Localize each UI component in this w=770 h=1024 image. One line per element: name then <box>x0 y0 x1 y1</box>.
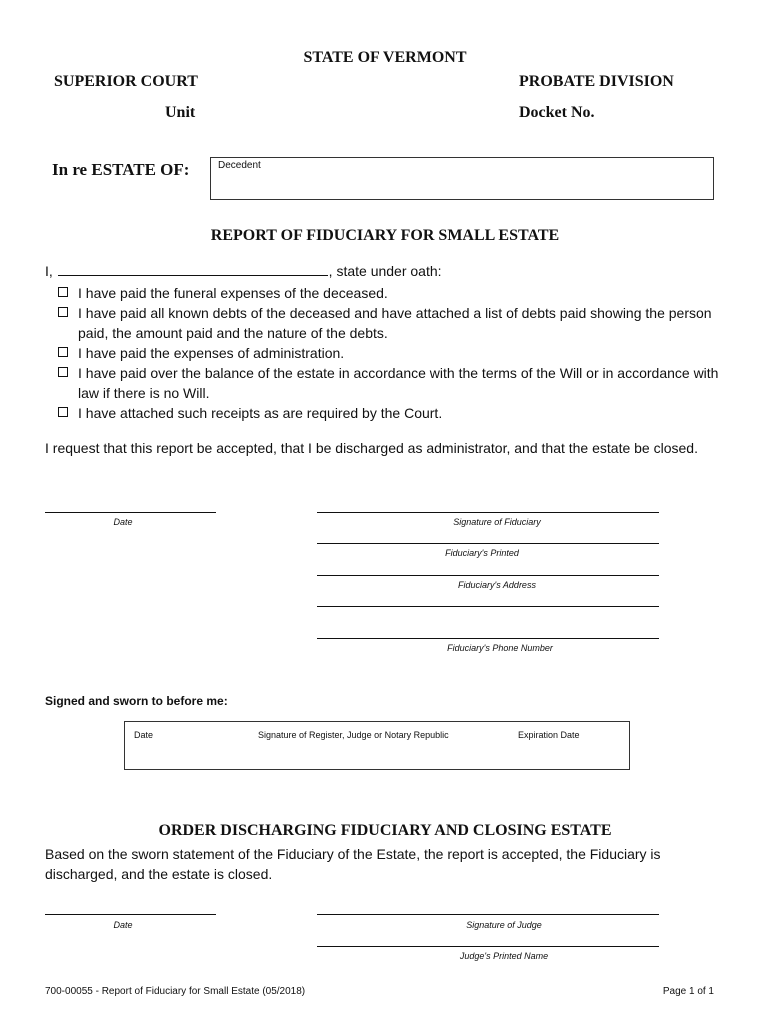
judge-signature-caption: Signature of Judge <box>466 920 542 930</box>
form-number: 700-00055 - Report of Fiduciary for Small Estate (05/2018) <box>45 986 306 997</box>
fiduciary-address-caption: Fiduciary's Address <box>458 580 536 590</box>
request-statement: I request that this report be accepted, that I be discharged as administrator, and that the estate be closed. <box>45 440 698 456</box>
oath-suffix: , state under oath: <box>328 263 442 279</box>
sworn-heading: Signed and sworn to before me: <box>45 694 228 708</box>
fiduciary-name-field[interactable] <box>58 263 328 276</box>
order-title: ORDER DISCHARGING FIDUCIARY AND CLOSING ESTATE <box>158 822 612 839</box>
order-date-caption: Date <box>113 920 133 930</box>
checkbox[interactable] <box>58 347 68 357</box>
checklist-text: I have paid over the balance of the estate in accordance with the terms of the Will or in accordance with law if there is no Will. <box>78 365 719 401</box>
fiduciary-signature-line[interactable] <box>317 512 659 513</box>
fiduciary-printed-line[interactable] <box>317 543 659 544</box>
order-text: Based on the sworn statement of the Fiduciary of the Estate, the report is accepted, the Fiduciary is discharged, and the estate is closed. <box>45 846 661 882</box>
oath-prefix: I, <box>45 263 53 279</box>
fiduciary-phone-caption: Fiduciary's Phone Number <box>447 643 553 653</box>
checklist-item <box>58 303 728 343</box>
report-title: REPORT OF FIDUCIARY FOR SMALL ESTATE <box>210 227 560 244</box>
in-re-label: In re ESTATE OF: <box>52 160 190 179</box>
order-date-line[interactable] <box>45 914 216 915</box>
court-heading: SUPERIOR COURT <box>54 73 198 90</box>
checkbox-list <box>58 283 728 423</box>
sworn-signature-label: Signature of Register, Judge or Notary Republic <box>258 730 449 740</box>
checklist-text: I have paid all known debts of the deceased and have attached a list of debts paid showing the person paid, the amount paid and the nature of the debts. <box>78 305 712 341</box>
oath-statement <box>45 263 442 279</box>
checkbox[interactable] <box>58 367 68 377</box>
decedent-field[interactable] <box>210 157 714 200</box>
fiduciary-address-line[interactable] <box>317 575 659 576</box>
docket-label: Docket No. <box>519 104 595 121</box>
page-number: Page 1 of 1 <box>662 986 714 997</box>
checklist-text: I have paid the expenses of administration. <box>78 345 345 361</box>
division-heading: PROBATE DIVISION <box>519 73 674 90</box>
judge-printed-line[interactable] <box>317 946 659 947</box>
fiduciary-signature-caption: Signature of Fiduciary <box>453 517 541 527</box>
judge-signature-line[interactable] <box>317 914 659 915</box>
checklist-text: I have paid the funeral expenses of the deceased. <box>78 285 388 301</box>
date-line[interactable] <box>45 512 216 513</box>
checklist-item <box>58 363 728 403</box>
fiduciary-address-line-2[interactable] <box>317 606 659 607</box>
checkbox[interactable] <box>58 287 68 297</box>
fiduciary-phone-line[interactable] <box>317 638 659 639</box>
decedent-label: Decedent <box>218 160 261 171</box>
fiduciary-printed-caption: Fiduciary's Printed <box>445 548 519 558</box>
sworn-date-label: Date <box>134 730 154 740</box>
checklist-item <box>58 403 728 423</box>
state-heading: STATE OF VERMONT <box>303 49 467 66</box>
checklist-item <box>58 343 728 363</box>
date-caption: Date <box>113 517 133 527</box>
sworn-expiration-label: Expiration Date <box>518 730 580 740</box>
judge-printed-caption: Judge's Printed Name <box>459 951 549 961</box>
unit-label: Unit <box>165 104 196 121</box>
checkbox[interactable] <box>58 407 68 417</box>
checkbox[interactable] <box>58 307 68 317</box>
checklist-text: I have attached such receipts as are required by the Court. <box>78 405 443 421</box>
sworn-box[interactable] <box>124 721 630 770</box>
checklist-item <box>58 283 728 303</box>
